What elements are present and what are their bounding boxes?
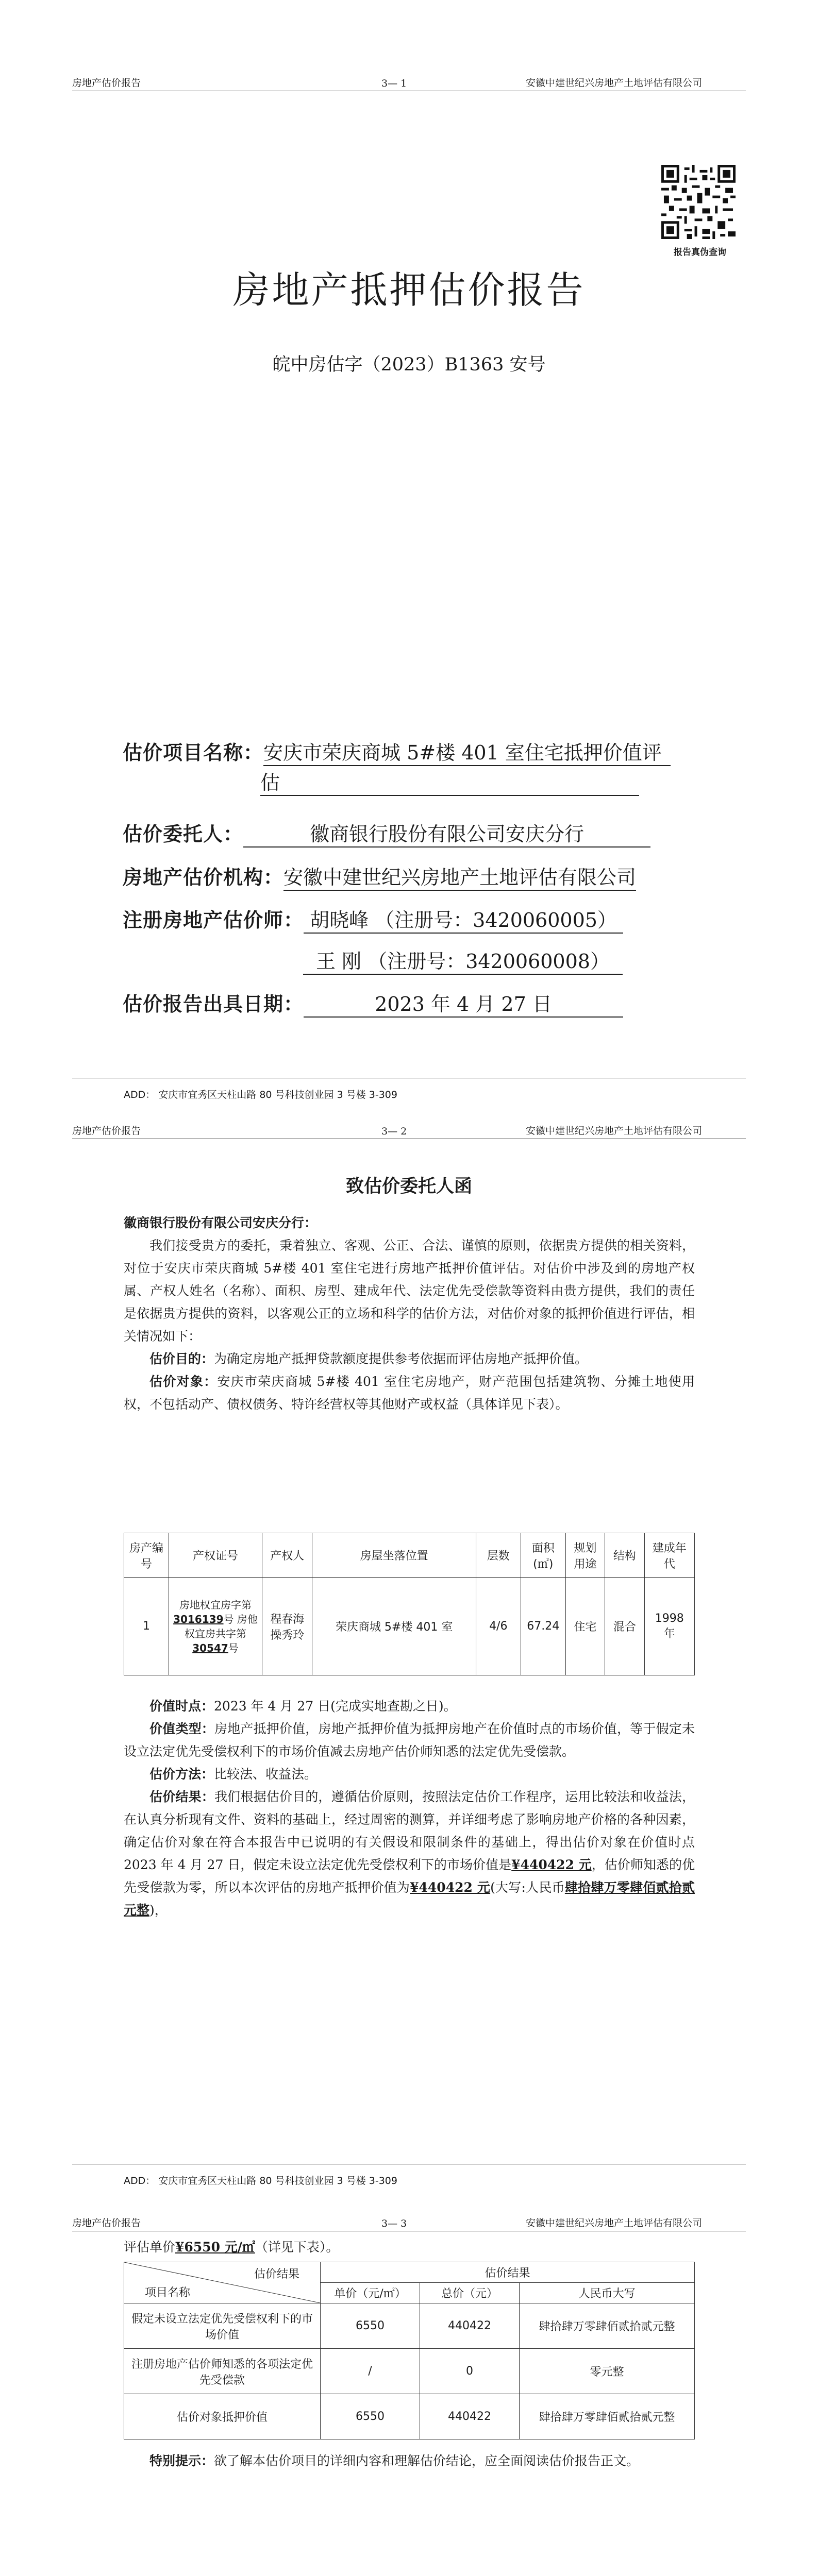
header-right: 安徽中建世纪兴房地产土地评估有限公司 (526, 1125, 703, 1137)
table-header-row (124, 1533, 695, 1578)
object-text: 安庆市荣庆商城 5#楼 401 室住宅房地产，财产范围包括建筑物、分摊土地使用权，不包括动产、债权债务、特许经营权等其他财产或权益（具体详见下表）。 (124, 1374, 695, 1412)
header-page-number: 3— 2 (381, 1126, 407, 1137)
value-point-paragraph (124, 1695, 695, 1718)
addressee: 徽商银行股份有限公司安庆分行： (124, 1215, 318, 1230)
client-label: 估价委托人： (123, 822, 244, 845)
corner-bottom-label: 项目名称 (145, 2286, 191, 2299)
row-name: 估价对象抵押价值 (124, 2394, 321, 2439)
appraiser-2: 王 刚 （注册号：3420060008） (303, 945, 623, 975)
cell-location: 荣庆商城 5#楼 401 室 (312, 1578, 476, 1675)
col-header: 产权人 (262, 1533, 312, 1578)
appraiser-row (123, 904, 623, 934)
agency-value: 安徽中建世纪兴房地产土地评估有限公司 (283, 861, 636, 891)
col-header: 建成年代 (644, 1533, 694, 1578)
table-row (124, 2394, 695, 2439)
result-paragraph (124, 1786, 695, 1922)
appraiser-label: 注册房地产估价师： (123, 908, 304, 931)
purpose-paragraph (124, 1348, 695, 1370)
col-unit-price: 单价（元/㎡） (321, 2283, 420, 2303)
value-type-label: 价值类型： (149, 1721, 214, 1736)
header-left: 房地产估价报告 (72, 2217, 141, 2229)
report-title: 房地产抵押估价报告 (232, 268, 586, 312)
table-row (124, 2303, 695, 2349)
notice-text: 欲了解本估价项目的详细内容和理解估价结论，应全面阅读估价报告正文。 (214, 2453, 640, 2468)
page-cover (0, 0, 818, 1103)
table-row (124, 1578, 695, 1675)
purpose-text: 为确定房地产抵押贷款额度提供参考依据而评估房地产抵押价值。 (214, 1351, 588, 1366)
mortgage-value: ¥440422 元 (410, 1880, 491, 1895)
report-number: 皖中房估字（2023）B1363 安号 (272, 354, 546, 375)
group-header: 估价结果 (321, 2262, 695, 2283)
header-page-number: 3— 1 (381, 78, 407, 89)
project-label: 估价项目名称： (123, 741, 264, 764)
cell-area: 67.24 (521, 1578, 565, 1675)
row-name: 注册房地产估价师知悉的各项法定优先受偿款 (124, 2349, 321, 2394)
header-right: 安徽中建世纪兴房地产土地评估有限公司 (526, 77, 703, 89)
row-caps: 肆拾肆万零肆佰贰拾贰元整 (520, 2303, 695, 2349)
market-value: ¥440422 元 (511, 1857, 592, 1872)
method-label: 估价方法： (149, 1767, 214, 1782)
corner-cell (124, 2262, 321, 2303)
col-header: 规划用途 (565, 1533, 605, 1578)
intro-paragraph: 我们接受贵方的委托，秉着独立、客观、公正、合法、谨慎的原则，依据贵方提供的相关资料，对位于安庆市荣庆商城 5#楼 401 室住宅进行房地产抵押价值评估。对估价中涉及到的房地产权属、产权人姓名（名称）、面积、房型、建成年代、法定优先受偿款等资料由贵方提供，我们的责任是依据贵方提供的资料，以客观公正的立场和科学的估价方法，对估价对象的抵押价值进行评估，相关情况如下： (124, 1238, 695, 1344)
notice-paragraph (124, 2450, 695, 2472)
method-paragraph (124, 1763, 695, 1786)
row-name: 假定未设立法定优先受偿权利下的市场价值 (124, 2303, 321, 2349)
cert-text: 号 房他权宜房共字第 (185, 1613, 258, 1640)
page-letter-continued (0, 2195, 818, 2576)
project-name-row (123, 737, 671, 766)
row-total: 440422 (420, 2303, 520, 2349)
unit-price-text: 评估单价 (124, 2240, 176, 2255)
project-name-row-2 (260, 767, 639, 796)
page-header (72, 1123, 746, 1137)
value-type-text: 房地产抵押价值，房地产抵押价值为抵押房地产在价值时点的市场价值，等于假定未设立法定优先受偿权利下的市场价值减去房地产估价师知悉的法定优先受偿款。 (124, 1721, 695, 1759)
page-footer: ADD： 安庆市宜秀区天柱山路 80 号科技创业园 3 号楼 3-309 (124, 1089, 397, 1100)
cell-use: 住宅 (565, 1578, 605, 1675)
value-type-paragraph (124, 1718, 695, 1763)
cell-owner: 程春海操秀玲 (262, 1578, 312, 1675)
result-text: 我们根据估价目的，遵循估价原则，按照法定估价工作程序，运用比较法和收益法，在认真分析现有文件、资料的基础上，经过周密的测算，并详细考虑了影响房地产价格的各种因素，确定估价对象在符合本报告中已说明的有关假设和限制条件的基础上，得出估价对象在价值时点 2023 年 4 月 27 日，假定未设立法定优先受偿权利下的市场价值是 (124, 1789, 695, 1872)
row-total: 0 (420, 2349, 520, 2394)
row-total: 440422 (420, 2394, 520, 2439)
cell-cert (169, 1578, 262, 1675)
value-point-text: 2023 年 4 月 27 日(完成实地查勘之日)。 (214, 1699, 457, 1714)
col-total-price: 总价（元） (420, 2283, 520, 2303)
col-header: 房产编号 (124, 1533, 169, 1578)
cell-no: 1 (124, 1578, 169, 1675)
col-in-words: 人民币大写 (520, 2283, 695, 2303)
property-table (124, 1533, 695, 1675)
unit-price-text: （详见下表）。 (255, 2240, 339, 2255)
date-label: 估价报告出具日期： (123, 992, 304, 1015)
letter-body-bottom (124, 1695, 695, 1922)
notice-block (124, 2450, 695, 2472)
method-text: 比较法、收益法。 (214, 1767, 318, 1782)
row-unit: 6550 (321, 2303, 420, 2349)
cert-number: 3016139 (173, 1613, 224, 1625)
result-label: 估价结果： (149, 1789, 214, 1804)
result-text: (大写:人民币 (490, 1880, 565, 1895)
cell-structure: 混合 (605, 1578, 644, 1675)
value-point-label: 价值时点： (149, 1699, 214, 1714)
notice-label: 特别提示： (149, 2453, 214, 2468)
header-left: 房地产估价报告 (72, 1125, 141, 1137)
date-row (123, 988, 623, 1018)
row-caps: 零元整 (520, 2349, 695, 2394)
col-header: 面积(㎡) (521, 1533, 565, 1578)
header-right: 安徽中建世纪兴房地产土地评估有限公司 (526, 2217, 703, 2229)
result-text: ，估价师知悉的优先受偿款为零，所以本次评估的房地产抵押价值为 (124, 1857, 695, 1895)
cell-year: 1998 年 (644, 1578, 694, 1675)
appraiser-1: 胡晓峰 （注册号：3420060005） (304, 904, 623, 934)
row-unit: 6550 (321, 2394, 420, 2439)
agency-label: 房地产估价机构： (123, 866, 284, 889)
page-letter (0, 1103, 818, 2195)
corner-top-label: 估价结果 (254, 2268, 299, 2281)
qr-code[interactable] (661, 165, 736, 239)
agency-row (123, 861, 636, 891)
col-header: 产权证号 (169, 1533, 262, 1578)
cert-number: 30547 (192, 1641, 228, 1654)
letter-body-top (124, 1212, 695, 1416)
date-value: 2023 年 4 月 27 日 (304, 988, 623, 1018)
object-paragraph (124, 1370, 695, 1416)
header-page-number: 3— 3 (381, 2218, 407, 2229)
page-header (72, 2215, 746, 2229)
col-header: 房屋坐落位置 (312, 1533, 476, 1578)
value-in-words: 肆拾肆万零肆佰贰拾贰元整 (124, 1880, 695, 1918)
valuation-result-table (124, 2262, 695, 2439)
project-value-cont: 估 (260, 767, 639, 796)
row-caps: 肆拾肆万零肆佰贰拾贰元整 (520, 2394, 695, 2439)
row-unit: / (321, 2349, 420, 2394)
result-text: )， (149, 1903, 168, 1918)
purpose-label: 估价目的： (149, 1351, 214, 1366)
cell-floors: 4/6 (476, 1578, 521, 1675)
appraiser-row-2 (303, 945, 623, 975)
page-footer: ADD： 安庆市宜秀区天柱山路 80 号科技创业园 3 号楼 3-309 (124, 2175, 397, 2187)
client-row (123, 818, 650, 848)
col-header: 结构 (605, 1533, 644, 1578)
cert-text: 号 (228, 1641, 239, 1654)
object-label: 估价对象： (149, 1374, 218, 1389)
unit-price-line (124, 2236, 695, 2259)
unit-price-value: ¥6550 元/㎡ (175, 2240, 255, 2255)
page-header (72, 75, 746, 89)
letter-title: 致估价委托人函 (345, 1176, 472, 1197)
col-header: 层数 (476, 1533, 521, 1578)
qr-caption: 报告真伪查询 (674, 247, 726, 258)
table-row (124, 2349, 695, 2394)
project-value: 安庆市荣庆商城 5#楼 401 室住宅抵押价值评 (263, 737, 671, 766)
cert-text: 房地权宜房字第 (179, 1598, 252, 1611)
client-value: 徽商银行股份有限公司安庆分行 (243, 818, 650, 848)
header-left: 房地产估价报告 (72, 77, 141, 89)
